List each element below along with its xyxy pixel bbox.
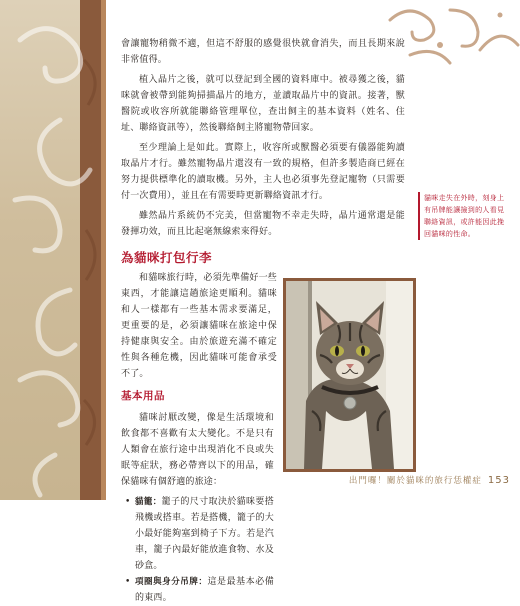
- subsection-paragraph: 貓咪討厭改變，像是生活環境和飲食都不喜歡有太大變化。不是只有人類會在旅行途中出現消化不良或失眠等症狀，務必帶齊以下的用品，確保貓咪有個舒適的旅途：: [121, 413, 274, 487]
- bullet-item: [121, 574, 274, 606]
- paragraph: 雖然晶片系統仍不完美，但當寵物不幸走失時，晶片通常還是能發揮功效，而且比起毫無線索來得好。: [121, 211, 405, 237]
- bullet-term: 項圈與身分吊牌：: [135, 577, 208, 587]
- paragraph: 至少理論上是如此。實際上，收容所或獸醫必須要有儀器能夠讀取晶片才行。雖然寵物晶片還沒有一致的規格，但許多製造商已經在努力提供標準化的讀取機。另外，主人也必須事先登記寵物（只需要付一次費用），並且在有需要時更新聯絡資訊才行。: [121, 143, 405, 201]
- paragraph: 會讓寵物稍微不適，但這不舒服的感覺很快就會消失，而且長期來說非常值得。: [121, 39, 405, 65]
- page-footer: [300, 474, 510, 486]
- cat-photo: [283, 278, 416, 472]
- chapter-title: 出門囉！關於貓咪的旅行恁權症: [348, 476, 482, 486]
- page-number: 153: [487, 475, 510, 486]
- paragraph: 植入晶片之後，就可以登記到全國的資料庫中。被尋獲之後，貓咪就會被帶到能夠掃描晶片的地方，並讀取晶片中的資訊。接著，獸醫院或收容所就能聯絡管理單位，查出飼主的基本資料（姓名、住址、聯絡資訊等），然後聯絡飼主將寵物帶回家。: [121, 75, 405, 133]
- sidebar-note: 貓咪走失在外時，刻身上有吊牌能讓撿到的人看見聯絡資訊，或許能因此挽回貓咪的性命。: [418, 192, 508, 240]
- subsection-heading: 基本用品: [121, 390, 165, 402]
- bullet-text: 籠子的尺寸取決於貓咪要搭飛機或搭車。若是搭機，籠子的大小最好能夠塞到椅子下方。若是汽車，籠子內最好能放進食物、水及砂盒。: [135, 497, 274, 571]
- bullet-list: [121, 494, 274, 606]
- narrow-column: [121, 410, 274, 606]
- bullet-text: 這是最基本必備的東西。: [135, 577, 274, 603]
- tabby-cat-icon: [286, 281, 413, 469]
- section-paragraph: 和貓咪旅行時，必須先準備好一些東西，才能讓這趟旅途更順利。貓咪和人一樣都有一些基本需求要滿足，更重要的是，必須讓貓咪在旅途中保持健康與安全。由於旅遊充滿不確定性與各種危機，因此貓咪可能會承受不了。: [121, 273, 278, 379]
- bullet-term: 貓籠：: [135, 497, 162, 507]
- section-heading: 為貓咪打包行李: [121, 250, 213, 265]
- bullet-item: [121, 494, 274, 574]
- swirl-ornament-icon: [0, 0, 110, 500]
